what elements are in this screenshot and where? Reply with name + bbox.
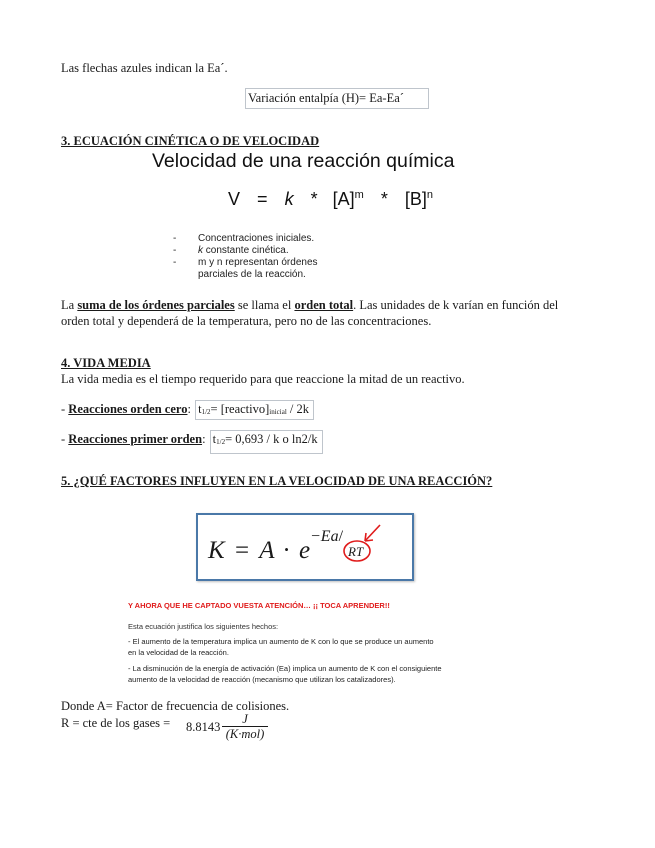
fact-activation-energy: - La disminución de la energía de activación (Ea) implica un aumento de K con el consiguiente aumento de la velocidad de reacción (mecanismo que utilizan los catalizadores). [128, 664, 442, 684]
first-order-formula: $t_{1/2}= 0,693 / k$ o ln2/k [210, 430, 323, 454]
gas-constant-units [222, 712, 268, 741]
bullet-item: - Concentraciones iniciales. [173, 233, 315, 244]
rate-bullets [173, 233, 318, 281]
attention-title: Y AHORA QUE HE CAPTADO VUESTA ATENCIÓN… ¡¡ TOCA APRENDER!! [128, 601, 390, 610]
units-denominator: (K·mol) [222, 726, 268, 741]
bullet-item: - m y n representan órdenes [173, 257, 318, 268]
eq-m: m [354, 189, 364, 201]
section5-heading: 5. ¿QUÉ FACTORES INFLUYEN EN LA VELOCIDAD DE UNA REACCIÓN? [61, 474, 493, 488]
figure-title: Velocidad de una reacción química [152, 150, 455, 172]
first-order-line: - Reacciones primer orden: $t_{1/2}= 0,693 / k$ o ln2/k [61, 430, 323, 454]
eq-b: [B] [404, 189, 427, 209]
eq-k: k [284, 189, 294, 209]
half-life-text: La vida media es el tiempo requerido para que reaccione la mitad de un reactivo. [61, 372, 465, 386]
arrhenius-box [196, 513, 414, 581]
first-order-label: Reacciones primer orden [68, 432, 203, 446]
eq-a: [A] [332, 189, 355, 209]
arrhenius-equation: K = A · e [208, 537, 311, 564]
term-sum-partial-orders: suma de los órdenes parciales [77, 298, 235, 312]
intro-text: Las flechas azules indican la Ea´. [61, 61, 228, 75]
fact-temperature: - El aumento de la temperatura implica un aumento de K con lo que se produce un aumento en la velocidad de la reacción. [128, 637, 434, 657]
section3-heading: 3. ECUACIÓN CINÉTICA O DE VELOCIDAD [61, 134, 320, 148]
highlight-circle-arrow [338, 519, 388, 569]
units-numerator: J [242, 712, 248, 726]
gas-constant-value: 8.8143 [186, 720, 221, 734]
section4-heading: 4. VIDA MEDIA [61, 356, 151, 370]
gas-constant-label: R = cte de los gases = [61, 716, 171, 730]
eq-star1: * [310, 189, 318, 209]
zero-order-label: Reacciones orden cero [68, 402, 188, 416]
zero-order-line: - Reacciones orden cero: $t_{1/2}=$ $[reactivo]_{inicial} / 2k$ [61, 400, 314, 420]
eq-equals: = [257, 189, 268, 209]
arrhenius-rt: RT [348, 544, 364, 559]
bullet-item-cont: parciales de la reacción. [198, 269, 306, 280]
orders-paragraph: La suma de los órdenes parciales se llama el orden total. Las unidades de k varían en función del orden total y dependerá de la temperatura, pero no de las concentraciones. [61, 298, 559, 328]
eq-n: n [426, 189, 433, 201]
facts-intro: Esta ecuación justifica los siguientes hechos: [128, 622, 279, 631]
zero-order-formula: $t_{1/2}=$ $[reactivo]_{inicial} / 2k$ [195, 400, 314, 420]
arrhenius-exponent: −Ea/ [310, 528, 344, 545]
rate-equation [228, 189, 433, 210]
donde-text: Donde A= Factor de frecuencia de colisiones. [61, 699, 290, 713]
eq-v: V [228, 189, 241, 209]
term-total-order: orden total [294, 298, 354, 312]
bullet-item: - k constante cinética. [173, 245, 289, 256]
enthalpy-box: Variación entalpía (H)= Ea-Ea´ [245, 88, 429, 109]
eq-star2: * [380, 189, 388, 209]
